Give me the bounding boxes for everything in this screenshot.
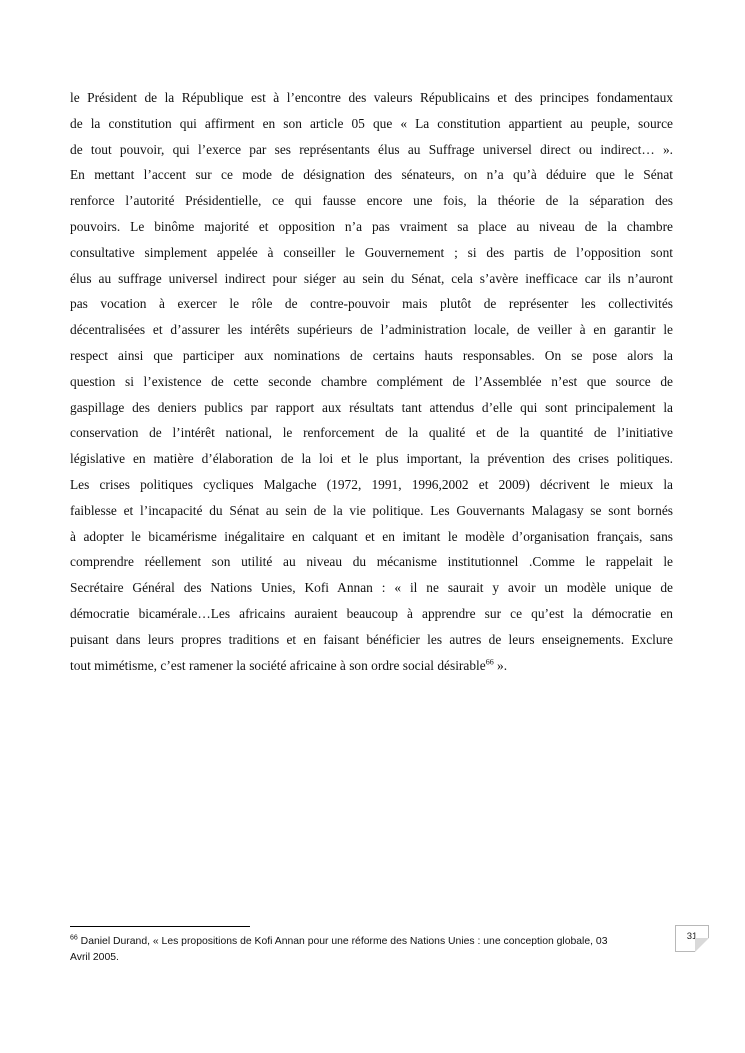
text-line-5: renforce l’autorité Présidentielle, ce qui fausse encore une fois, la théorie de la séparation des	[70, 193, 673, 209]
text-line-6: pouvoirs. Le binôme majorité et opposition n’a pas vraiment sa place au niveau de la chambre	[70, 218, 673, 234]
text-line-8: élus au suffrage universel indirect pour siéger au sein du Sénat, cela s’avère inefficace car ils n’auront	[70, 270, 673, 286]
text-line-2: de la constitution qui affirment en son article 05 que « La constitution appartient au peuple, source	[70, 115, 673, 131]
text-line-15: législative en matière d’élaboration de la loi et le plus important, la prévention des crises politiques.	[70, 451, 673, 467]
text-line-1: le Président de la République est à l’encontre des valeurs Républicains et des principes fondamentaux	[70, 90, 673, 105]
last-line-text: tout mimétisme, c’est ramener la société africaine à son ordre social désirable	[70, 657, 486, 673]
text-line-3: de tout pouvoir, qui l’exerce par ses représentants élus au Suffrage universel direct ou indirect… ».	[70, 141, 673, 157]
text-line-22: puisant dans leurs propres traditions et en faisant bénéficier les autres de leurs enseignements. Exclure	[70, 631, 673, 647]
footnote-reference[interactable]: 66	[485, 657, 494, 667]
text-line-14: conservation de l’intérêt national, le renforcement de la qualité et de la quantité de l’initiative	[70, 425, 673, 441]
body-paragraph	[70, 88, 673, 681]
page-number: 31	[686, 931, 698, 942]
text-line-13: gaspillage des deniers publics par rapport aux résultats tant attendus d’elle qui sont principalement la	[70, 399, 673, 415]
footnote-text-line-2: Avril 2005.	[70, 952, 119, 963]
text-line-23	[70, 656, 673, 682]
text-line-19: comprendre réellement son utilité au niveau du mécanisme institutionnel .Comme le rappelait le	[70, 554, 673, 570]
footnote	[70, 934, 670, 966]
footnote-separator	[70, 926, 250, 927]
text-line-21: démocratie bicamérale…Les africains auraient beaucoup à apprendre sur ce qu’est la démocratie en	[70, 605, 673, 621]
footnote-text: Daniel Durand, « Les propositions de Kofi Annan pour une réforme des Nations Unies : une conception globale, 03	[77, 936, 608, 947]
text-line-9: pas vocation à exercer le rôle de contre-pouvoir mais plutôt de représenter les collectivités	[70, 296, 673, 312]
text-line-20: Secrétaire Général des Nations Unies, Kofi Annan : « il ne saurait y avoir un modèle unique de	[70, 580, 673, 596]
text-line-18: à adopter le bicamérisme inégalitaire en calquant et en imitant le modèle d’organisation français, sans	[70, 528, 673, 544]
footnote-marker: 66	[70, 934, 78, 942]
page-number-box	[675, 925, 709, 952]
last-line-end: ».	[493, 657, 508, 673]
page-curl-icon	[695, 938, 709, 952]
text-line-11: respect ainsi que participer aux nominations de certains hauts responsables. On se pose alors la	[70, 347, 673, 363]
text-line-4: En mettant l’accent sur ce mode de désignation des sénateurs, on n’a qu’à déduire que le Sénat	[70, 167, 673, 183]
text-line-12: question si l’existence de cette seconde chambre complément de l’Assemblée n’est que source de	[70, 373, 673, 389]
text-line-16: Les crises politiques cycliques Malgache (1972, 1991, 1996,2002 et 2009) décrivent le mieux la	[70, 476, 673, 492]
text-line-7: consultative simplement appelée à conseiller le Gouvernement ; si des partis de l’opposition sont	[70, 244, 673, 260]
text-line-10: décentralisées et d’assurer les intérêts supérieurs de l’administration locale, de veiller à en garantir le	[70, 322, 673, 338]
text-line-17: faiblesse et l’incapacité du Sénat au sein de la vie politique. Les Gouvernants Malagasy se sont bornés	[70, 502, 673, 518]
